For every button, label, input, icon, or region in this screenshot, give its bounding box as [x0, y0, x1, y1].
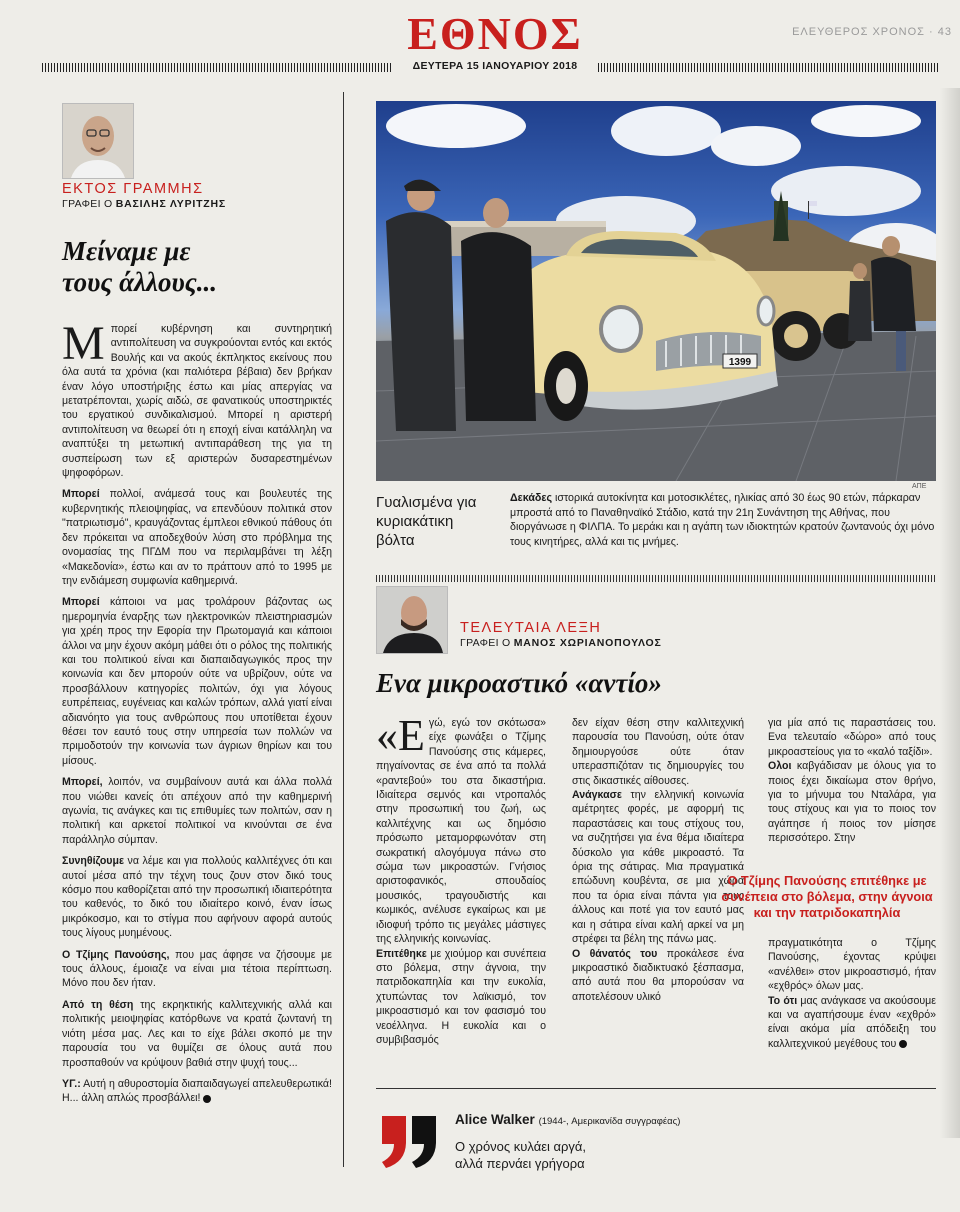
photo-caption-head: Γυαλισμένα για κυριακάτικη βόλτα [376, 494, 477, 549]
left-p7-text: της εκρηκτικής καλλιτεχνικής αλλά και πολιτικής μειοψηφίας κατόρθωνε να κρατά ζωντανή τη νιότη μέσα μας. Λες και το είχε βάλει σκοπό με την παρουσία του να θυμίζει σε όλους αυτά που προσπαθούν να κρύψουν βαθιά στην ψυχή τους... [62, 998, 332, 1069]
left-article-body [62, 317, 333, 1113]
section-label-teleftaia-lexi: ΤΕΛΕΥΤΑΙΑ ΛΕΞΗ [460, 620, 602, 636]
quote-author [455, 1112, 680, 1127]
left-headline [62, 236, 322, 298]
end-bullet-icon [203, 1095, 211, 1103]
right-c2b-lead: Ανάγκασε [572, 789, 622, 802]
left-p5-text: να λέμε και για πολλούς καλλιτέχνες ότι και αυτοί μέσα από την τέχνη τους ζουν στον δικό τους κόσμο που καθορίζεται από την προσωπική ιδιαιτερότητα του καθενός, το δικό του ιδιαίτερο κοινό, έναν ίσως μικρόκοσμο, και το στίγμα που αφήνουν αφορά αυτούς τους λίγους μυημένους. [62, 855, 332, 940]
right-c3b: καβγάδισαν με όλους για το ποιος έχει δικαίωμα στον θρήνο, για το μήνυμα του Νταλάρα, για τους στίχους και για το ποιος τον αγάπησε ή ποιος τον μίσησε περισσότερο. Στην [768, 760, 936, 845]
byline-lyritzis [62, 198, 226, 210]
right-c1b: με χιούμορ και συνέπεια στο βόλεμα, στην άγνοια, την πατριδοκαπηλία και την ευκολία, χτυπώντας τον λαϊκισμό, τον μικροαστισμό και τον φασισμό του νεοέλληνα. Η ευκολία και ο συμβιβασμός [376, 947, 546, 1046]
quote-line-1: Ο χρόνος κυλάει αργά, [455, 1139, 587, 1154]
masthead-rule-right [598, 63, 940, 72]
issue-date: ΔΕΥΤΕΡΑ 15 ΙΑΝΟΥΑΡΙΟΥ 2018 [412, 60, 578, 72]
quote-text [455, 1138, 586, 1172]
right-c2a: δεν είχαν θέση στην καλλιτεχνική παρουσία του Πανούση, ούτε όταν δημιουργούσε ούτε όταν υπερασπιζόταν τις δημιουργίες του στις δικαστικές αίθουσες. [572, 717, 744, 787]
quote-line-2: αλλά περνάει γρήγορα [455, 1156, 585, 1171]
left-p6-text: που μας άφησε να ζήσουμε με τους άλλους, έμοιαζε να είναι μια τέτοια περίπτωση. Μόνο που δεν ήταν. [62, 948, 333, 990]
quote-box-rule [376, 1088, 936, 1089]
right-article-col-2 [572, 716, 744, 1004]
quote-mark-icon [378, 1112, 440, 1170]
right-article-col-1 [376, 711, 546, 1047]
license-plate: 1399 [728, 357, 752, 368]
left-p4-lead: Μπορεί, [62, 776, 103, 789]
author-portrait-icon [63, 104, 133, 178]
right-c3a: για μία από τις παραστάσεις του. Ενα τελευταίο «δώρο» από τους μικροαστείους για το «καλό ταξίδι». [768, 717, 936, 758]
right-c3b-lead: Ολοι [768, 760, 792, 773]
left-dropcap: Μ [62, 317, 105, 370]
left-paragraph-7 [62, 998, 332, 1070]
caption-body: ιστορικά αυτοκίνητα και μοτοσικλέτες, ηλικίας από 30 έως 90 ετών, πάρκαραν μπροστά από το Παναθηναϊκό Στάδιο, κατά την 21η Συνάντηση της Αθήνας, που διοργάνωσε η ΦΙΛΠΑ. Το μεράκι και η αγάπη των ιδιοκτητών κρατούν ζωντανούς όχι μόνο τους κινητήρες, αλλά και τις μνήμες. [510, 492, 935, 548]
left-p7-lead: Από τη θέση [62, 998, 134, 1011]
vintage-car-illustration [376, 101, 936, 481]
right-article-col-3a [768, 716, 936, 846]
left-paragraph-6 [62, 948, 332, 991]
masthead-rule-left [42, 63, 392, 72]
column-divider [343, 92, 344, 1167]
caption-lead: Δεκάδες [510, 492, 553, 504]
left-headline-line1: Μείναμε με [62, 236, 191, 266]
left-paragraph-1 [62, 317, 332, 480]
author-photo-chorianopoulos [376, 586, 448, 654]
right-c3d: μας ανάγκασε να ακούσουμε και να αγαπήσουμε έναν «εχθρό» είναι ακόμα μία απόδειξη του καλλιτεχνικού μεγέθους του [768, 994, 936, 1050]
right-c2b: την ελληνική κοινωνία αμέτρητες φορές, με αφορμή τις παραστάσεις και τους στίχους του, να συζητήσει για ένα θέμα ιδιαίτερα δύσκολο για κάθε μικροαστό. Τα όρια της σάτιρας. Μια πραγματικά επώδυνη κουβέντα, σε μια χώρα που τα όρια είναι πάντα για τους άλλους και ποτέ για τον εαυτό μας και η σάτιρα είναι καλή αρκεί να μη στρέφει τα βέλη της πάνω μας. [572, 789, 744, 946]
newspaper-brand: ΕΘΝΟΣ [407, 8, 583, 59]
left-p6-lead: Ο Τζίμης Πανούσης, [62, 948, 170, 961]
left-p1-text: πορεί κυβέρνηση και συντηρητική αντιπολίτευση να συγκρούονται εντός και εκτός Βουλής και να ακούς έκπληκτος εκείνους που όλα αυτά τα χρόνια (και παλιότερα βέβαια) δεν βρήκαν έναν λόγο υποστήριξης έστω και μίας απεργίας να μετατρέπονται, χωρίς αιδώ, σε φανατικούς υποστηρικτές του εργατικού συνδικαλισμού. Μπορεί η αριστερή αντιπολίτευση να θεωρεί ότι η εποχή είναι κατάλληλη να αναπτύξει τη μετωπική αντιπαράθεση της για τη συσπείρωση των εξ αριστερών δυσαρεστημένων ψηφοφόρων. [62, 323, 332, 480]
quote-glyph-icon [378, 1112, 440, 1170]
left-p3-text: κάποιοι να μας τρολάρουν βάζοντας ως ημερομηνία έναρξης των ηλεκτρονικών πλειστηριασμών για χρέη προς την Εφορία την Πρωτομαγιά και κάποιοι άλλοι να μην έχουν ακόμη μάθει ότι ο ρόλος της πολιτικής και του πολιτικού είναι και διαπαιδαγωγικός προς την κοινωνία και δεν μπορούν ούτε να υβρίζουν, ούτε να προσβάλλουν κατηγορίες πολιτών, όχι για λόγους ευπρέπειας, ευγένειας και καλών τρόπων, αλλά γιατί είναι αδιανόητο για τους ανθρώπους που υποτίθεται έχουν θέσει τον εαυτό τους στην υπηρεσία των πολλών να πριμοδοτούν την κοινωνία των άγριων θηρίων και του μίσους. [62, 596, 332, 767]
quote-author-name: Alice Walker [455, 1112, 535, 1127]
left-p8-lead: ΥΓ.: [62, 1077, 81, 1090]
left-paragraph-2 [62, 487, 332, 588]
left-paragraph-4 [62, 775, 332, 847]
masthead [0, 0, 960, 82]
right-c1b-lead: Επιτέθηκε [376, 947, 427, 960]
byline-chorianopoulos [460, 637, 662, 649]
author-name: ΜΑΝΟΣ ΧΩΡΙΑΝΟΠΟΥΛΟΣ [513, 637, 662, 649]
page-edge-shadow [940, 88, 960, 1138]
left-paragraph-5 [62, 854, 332, 940]
right-article-col-3b [768, 936, 936, 1051]
left-paragraph-3 [62, 595, 332, 768]
right-c3d-lead: Το ότι [768, 994, 798, 1007]
running-head: ΕΛΕΥΘΕΡΟΣ ΧΡΟΝΟΣ · 43 [792, 26, 952, 38]
author-portrait-icon [377, 587, 447, 653]
left-headline-line2: τους άλλους... [62, 267, 218, 297]
right-c2c-lead: Ο θάνατός του [572, 947, 658, 960]
author-photo-lyritzis [62, 103, 134, 179]
author-name: ΒΑΣΙΛΗΣ ΛΥΡΙΤΖΗΣ [115, 198, 227, 210]
right-headline: Ενα μικροαστικό «αντίο» [376, 668, 662, 698]
left-paragraph-8 [62, 1077, 332, 1106]
byline-prefix: ΓΡΑΦΕΙ Ο [460, 637, 511, 649]
right-dropcap: «Ε [376, 711, 425, 760]
photo-caption-text [510, 491, 936, 549]
end-bullet-icon [899, 1040, 907, 1048]
right-c1a: γώ, εγώ τον σκότωσα» είχε φωνάξει ο Τζίμης Πανούσης στις κάμερες, πηγαίνοντας σε ένα από τα πολλά «ραντεβού» του στα δικαστήρια. Ιδιαίτερα σεμνός και ντροπαλός στην προσωπική του ζωή, ως καλλιτέχνης και ως δημόσιο πρόσωπο μεταμορφωνόταν στη σωκρατική αλογόμυγα πάνω στο σώμα των μικροαστών. Γνήσιος αριστοφανικός, σπουδαίος μουσικός, τραγουδιστής και κωμικός, ανέλυσε εγκαίρως και με ιδιοφυή τρόπο τις μεγάλες μάστιγες της ελληνικής κοινωνίας. [376, 717, 546, 946]
left-p3-lead: Μπορεί [62, 596, 100, 609]
left-p2-lead: Μπορεί [62, 488, 100, 501]
pull-quote: Ο Τζίμης Πανούσης επιτέθηκε με συνέπεια στο βόλεμα, στην άγνοια και την πατριδοκαπηλία [721, 873, 933, 920]
right-c3c: πραγματικότητα ο Τζίμης Πανούσης, έχοντας κρύψει «ανέλθει» στον μικροαστισμό, ήταν «εχθρός» όλων μας. [768, 937, 936, 993]
right-c2c: προκάλεσε ένα μικροαστικό διαδικτυακό ξέσπασμα, από αυτά που θα μπορούσαν να αποτελέσουν υλικό [572, 947, 744, 1003]
photo-credit: ΑΠΕ [912, 483, 927, 490]
left-p4-text: λοιπόν, να συμβαίνουν αυτά και άλλα πολλά που νιώθει κανείς ότι απέχουν από την καθημερινή αγωνία, τις ανάγκες και τις επιθυμίες των πολιτών, σαν η πολιτική και αρκετοί πολιτικοί να κινούνται σε ένα παράλληλο σύμπαν. [62, 776, 332, 846]
left-p8-text: Αυτή η αθυροστομία διαπαιδαγωγεί απελευθερωτικά! Η... άλλη απλώς προσβάλλει! [62, 1077, 332, 1105]
vintage-cars-photo [376, 101, 936, 481]
left-p5-lead: Συνηθίζουμε [62, 855, 124, 868]
section-label-ektos-grammis: ΕΚΤΟΣ ΓΡΑΜΜΗΣ [62, 181, 204, 197]
section-rule [376, 575, 936, 582]
byline-prefix: ΓΡΑΦΕΙ Ο [62, 198, 113, 210]
left-p2-text: πολλοί, ανάμεσά τους και βουλευτές της κυβερνητικής πλειοψηφίας, να επενδύουν πολιτικά στον "πατριωτισμό", κραυγάζοντας έμπλεοι εθνικού πάθους ότι δεν πρόκειται να αποδεχθούν λύση στο πρόβλημα της ονομασίας της ΠΓΔΜ που να περιλαμβάνει τη λέξη «Μακεδονία», έστω και αν το πράττουν από το 1995 με την ενδιάμεση συμφωνία καθημερινά. [62, 488, 332, 587]
quote-author-note: (1944-, Αμερικανίδα συγγραφέας) [538, 1116, 681, 1127]
